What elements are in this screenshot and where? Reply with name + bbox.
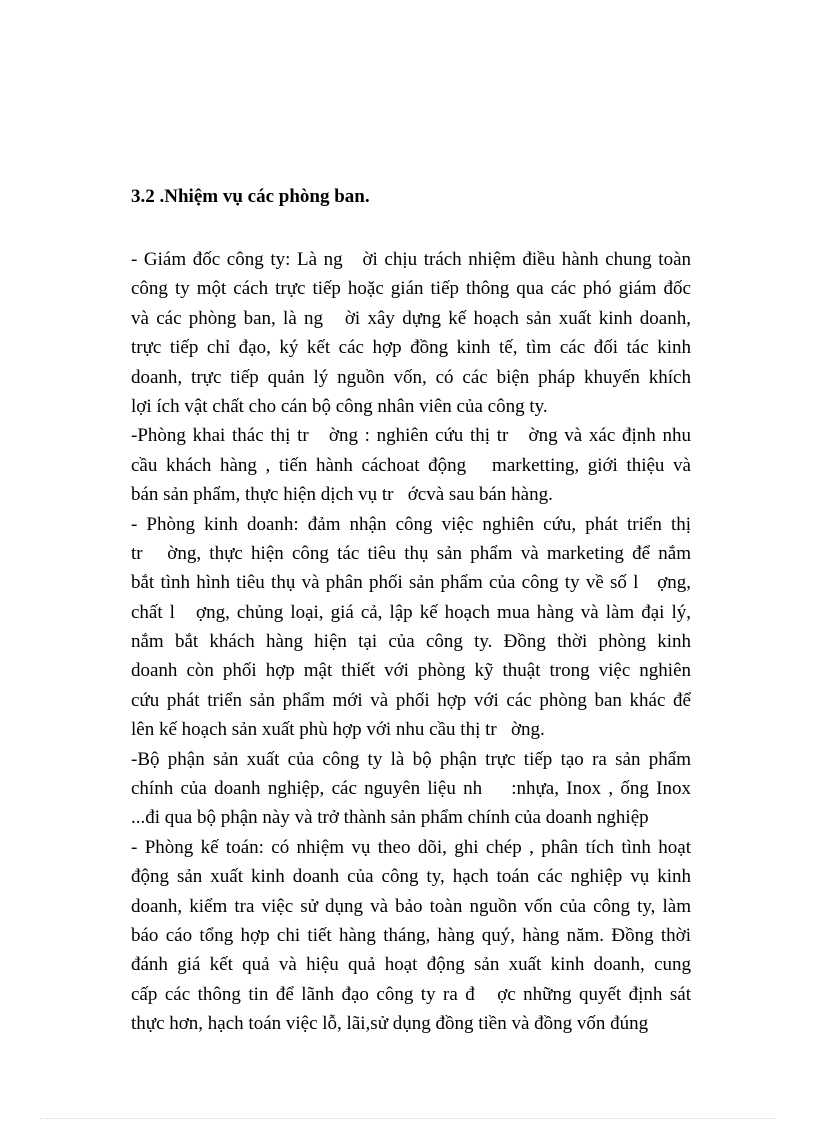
text-line: và các phòng ban, là ng ời xây dựng kế hoạch sản xuất kinh doanh, (131, 307, 691, 329)
text-line: - Phòng kinh doanh: đảm nhận công việc nghiên cứu, phát triển thị (131, 513, 691, 535)
text-line: doanh, kiểm tra việc sử dụng và bảo toàn nguồn vốn của công ty, làm (131, 895, 691, 917)
text-line: ...đi qua bộ phận này và trở thành sản phẩm chính của doanh nghiệp (131, 807, 649, 829)
text-line: trực tiếp chỉ đạo, ký kết các hợp đồng kinh tế, tìm các đối tác kinh (131, 337, 691, 359)
text-line: cầu khách hàng , tiến hành cáchoat động marketting, giới thiệu và (131, 454, 691, 476)
text-line: chính của doanh nghiệp, các nguyên liệu nh :nhựa, Inox , ống Inox (131, 778, 691, 800)
text-line: thực hơn, hạch toán việc lỗ, lãi,sử dụng đồng tiền và đồng vốn đúng (131, 1013, 649, 1035)
text-line: cấp các thông tin để lãnh đạo công ty ra đ ợc những quyết định sát (131, 983, 691, 1005)
body-text (131, 245, 691, 1039)
text-line: đánh giá kết quả và hiệu quả hoạt động sản xuất kinh doanh, cung (131, 954, 691, 976)
text-line: -Phòng khai thác thị tr ờng : nghiên cứu thị tr ờng và xác định nhu (131, 425, 691, 447)
text-line: - Giám đốc công ty: Là ng ời chịu trách nhiệm điều hành chung toàn (131, 249, 691, 270)
text-line: bắt tình hình tiêu thụ và phân phối sản phẩm của công ty về số l ợng, (131, 572, 691, 594)
text-line: -Bộ phận sản xuất của công ty là bộ phận trực tiếp tạo ra sản phẩm (131, 748, 691, 770)
text-line: nắm bắt khách hàng hiện tại của công ty. Đồng thời phòng kinh (131, 631, 691, 653)
text-line: lợi ích vật chất cho cán bộ công nhân viên của công ty. (131, 395, 548, 417)
text-line: động sản xuất kinh doanh của công ty, hạch toán các nghiệp vụ kinh (131, 866, 691, 888)
text-line: lên kế hoạch sản xuất phù hợp với nhu cầu thị tr ờng. (131, 719, 545, 741)
text-line: công ty một cách trực tiếp hoặc gián tiếp thông qua các phó giám đốc (131, 278, 691, 300)
text-line: cứu phát triển sản phẩm mới và phối hợp với các phòng ban khác để (131, 689, 691, 711)
page-bottom-rule (40, 1118, 776, 1119)
text-line: chất l ợng, chủng loại, giá cả, lập kế hoạch mua hàng và làm đại lý, (131, 601, 691, 623)
text-line: doanh, trực tiếp quản lý nguồn vốn, có các biện pháp khuyến khích (131, 366, 691, 388)
text-line: báo cáo tổng hợp chi tiết hàng tháng, hàng quý, hàng năm. Đồng thời (131, 924, 691, 946)
section-heading: 3.2 .Nhiệm vụ các phòng ban. (131, 186, 370, 207)
text-line: bán sản phẩm, thực hiện dịch vụ tr ớcvà sau bán hàng. (131, 484, 553, 506)
text-line: tr ờng, thực hiện công tác tiêu thụ sản phẩm và marketing để nắm (131, 542, 691, 564)
text-line: - Phòng kế toán: có nhiệm vụ theo dõi, ghi chép , phân tích tình hoạt (131, 836, 691, 858)
text-line: doanh còn phối hợp mật thiết với phòng kỹ thuật trong việc nghiên (131, 660, 691, 682)
